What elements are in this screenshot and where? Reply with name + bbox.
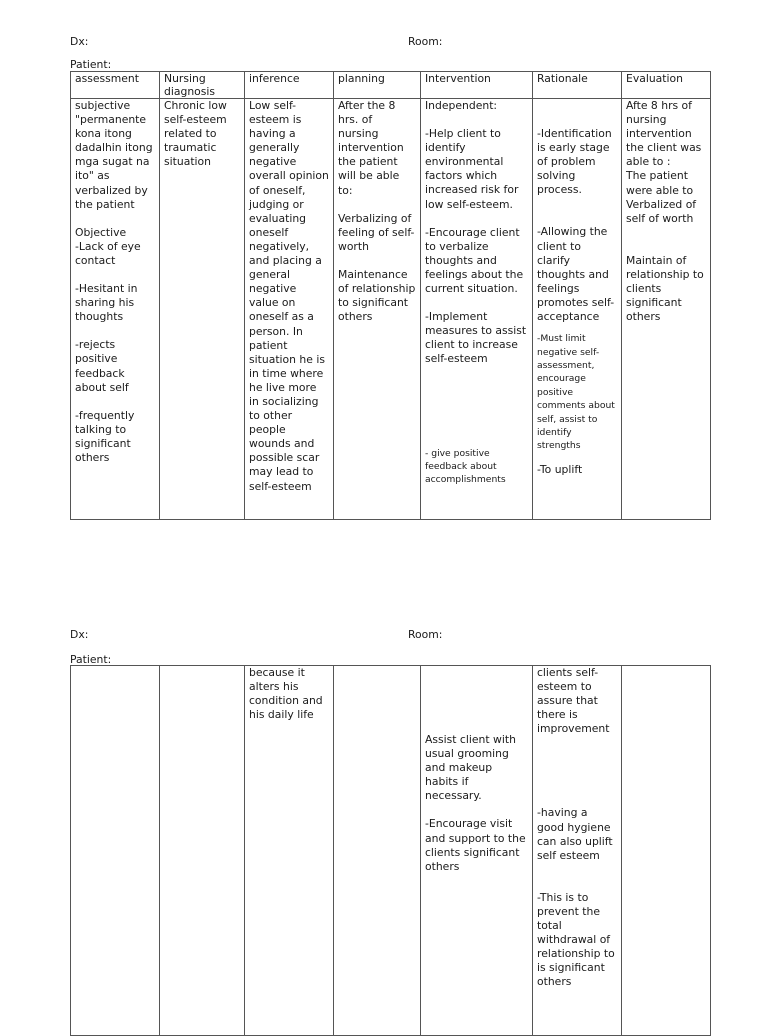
care-plan-table-continued (70, 665, 711, 1036)
header-nursing-diagnosis: Nursing diagnosis (160, 72, 245, 99)
planning-goal: Maintenance of relationship to significant others (338, 267, 416, 324)
subjective-cue: subjective "permanente kona itong dadalhin itong mga sugat na ito" as verbalized by the patient (75, 99, 153, 211)
inference-text: because it alters his condition and his daily life (249, 666, 323, 722)
assessment-cell (71, 99, 160, 520)
rationale-item: -This is to prevent the total withdrawal of relationship to is significant others (537, 890, 615, 989)
evaluation-text: The patient were able to Verbalized of self of worth (626, 169, 697, 225)
assessment-cell (71, 666, 160, 1036)
intervention-item: - give positive feedback about accomplishments (425, 447, 506, 486)
objective-cue: -Hesitant in sharing his thoughts (75, 282, 138, 324)
rationale-item: -To uplift (537, 462, 583, 476)
dx-label: Dx: (70, 628, 89, 641)
header-rationale: Rationale (533, 72, 622, 99)
objective-heading: Objective (75, 225, 127, 239)
table-row (71, 99, 711, 520)
patient-label: Patient: (70, 653, 112, 666)
rationale-item: -Must limit negative self-assessment, encourage positive comments about self, assist to identify strengths (537, 333, 615, 452)
objective-cue: -frequently talking to significant others (75, 408, 135, 464)
intervention-item: -Help client to identify environmental factors which increased risk for low self-esteem. (425, 127, 519, 211)
inference-cell (245, 666, 334, 1036)
rationale-item: -having a good hygiene can also uplift self esteem (537, 806, 613, 862)
room-label: Room: (408, 35, 443, 48)
planning-cell (334, 666, 421, 1036)
nursing-diagnosis-text: Chronic low self-esteem related to traumatic situation (164, 99, 227, 169)
table-header-row (71, 72, 711, 99)
header-inference: inference (245, 72, 334, 99)
rationale-cell (533, 99, 622, 520)
objective-cue: -rejects positive feedback about self (75, 338, 129, 394)
rationale-cell (533, 666, 622, 1036)
evaluation-text: Afte 8 hrs of nursing intervention the client was able to : (626, 99, 702, 169)
intervention-item: -Encourage visit and support to the clients significant others (425, 817, 526, 873)
objective-cue: -Lack of eye contact (75, 239, 141, 267)
nursing-diagnosis-cell (160, 666, 245, 1036)
header-planning: planning (334, 72, 421, 99)
intervention-item: -Implement measures to assist client to increase self-esteem (425, 310, 527, 366)
table-row (71, 666, 711, 1036)
nursing-diagnosis-cell (160, 99, 245, 520)
evaluation-text: Maintain of relationship to clients significant others (626, 253, 704, 324)
planning-goal: Verbalizing of feeling of self-worth (338, 211, 415, 253)
evaluation-cell (622, 99, 711, 520)
patient-label: Patient: (70, 58, 112, 71)
rationale-item: -Allowing the client to clarify thoughts and feelings promotes self-acceptance (537, 225, 615, 324)
inference-text: Low self-esteem is having a generally negative overall opinion of oneself, judging or evaluating oneself negatively, and placing a general negative value on oneself as a person. In patient situation he is in time where he live more in socializing to other people wounds and possible scar may lead to self-esteem (249, 99, 329, 493)
room-label: Room: (408, 628, 443, 641)
intervention-heading: Independent: (425, 99, 498, 112)
intervention-item: -Encourage client to verbalize thoughts and feelings about the current situation. (425, 225, 524, 296)
intervention-cell (421, 666, 533, 1036)
intervention-item: Assist client with usual grooming and makeup habits if necessary. (425, 733, 516, 803)
header-assessment: assessment (71, 72, 160, 99)
inference-cell (245, 99, 334, 520)
planning-cell (334, 99, 421, 520)
care-plan-table (70, 71, 711, 520)
dx-label: Dx: (70, 35, 89, 48)
header-intervention: Intervention (421, 72, 533, 99)
header-evaluation: Evaluation (622, 72, 711, 99)
evaluation-cell (622, 666, 711, 1036)
planning-text: After the 8 hrs. of nursing intervention the patient will be able to: (338, 99, 404, 197)
rationale-item: -Identification is early stage of problem solving process. (537, 127, 612, 197)
intervention-cell (421, 99, 533, 520)
rationale-item: clients self-esteem to assure that there is improvement (537, 666, 610, 736)
